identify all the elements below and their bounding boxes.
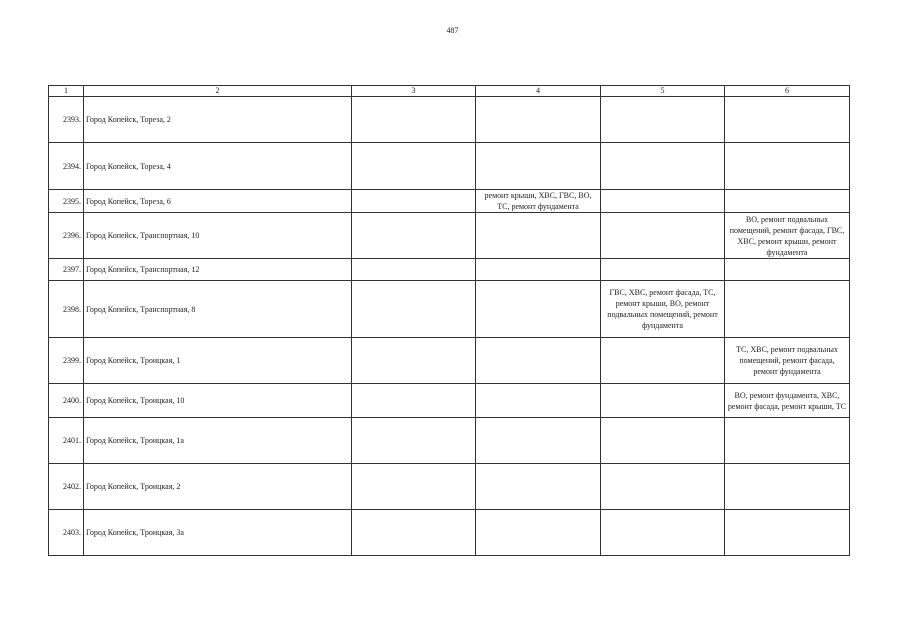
cell-col6 <box>725 510 850 556</box>
address-cell: Город Копейск, Тореза, 2 <box>84 97 352 143</box>
cell-col6 <box>725 259 850 281</box>
cell-col5 <box>601 259 725 281</box>
address-cell: Город Копейск, Троицкая, 3а <box>84 510 352 556</box>
cell-col5 <box>601 418 725 464</box>
cell-col5 <box>601 338 725 384</box>
cell-col6: ВО, ремонт фундамента, ХВС, ремонт фасада, ремонт крыши, ТС <box>725 384 850 418</box>
column-header: 1 <box>49 86 84 97</box>
row-number: 2401. <box>49 418 84 464</box>
column-header: 4 <box>476 86 601 97</box>
table-row <box>49 384 850 418</box>
cell-col6 <box>725 281 850 338</box>
cell-col4 <box>476 281 601 338</box>
cell-col3 <box>352 281 476 338</box>
cell-col3 <box>352 418 476 464</box>
row-number: 2395. <box>49 190 84 213</box>
row-number: 2397. <box>49 259 84 281</box>
cell-col3 <box>352 143 476 190</box>
address-cell: Город Копейск, Троицкая, 10 <box>84 384 352 418</box>
row-number: 2396. <box>49 213 84 259</box>
table-row <box>49 259 850 281</box>
cell-col5: ГВС, ХВС, ремонт фасада, ТС, ремонт крыши, ВО, ремонт подвальных помещений, ремонт фундамента <box>601 281 725 338</box>
cell-col6: ВО, ремонт подвальных помещений, ремонт фасада, ГВС, ХВС, ремонт крыши, ремонт фундамента <box>725 213 850 259</box>
table-header-row <box>49 86 850 97</box>
address-cell: Город Копейск, Троицкая, 1 <box>84 338 352 384</box>
cell-col5 <box>601 213 725 259</box>
table-row <box>49 97 850 143</box>
cell-col4 <box>476 143 601 190</box>
table-row <box>49 510 850 556</box>
cell-col5 <box>601 510 725 556</box>
repair-schedule-table <box>48 85 850 556</box>
cell-col4: ремонт крыши, ХВС, ГВС, ВО, ТС, ремонт фундамента <box>476 190 601 213</box>
cell-col5 <box>601 143 725 190</box>
cell-col4 <box>476 464 601 510</box>
row-number: 2402. <box>49 464 84 510</box>
row-number: 2399. <box>49 338 84 384</box>
table-row <box>49 190 850 213</box>
address-cell: Город Копейск, Троицкая, 2 <box>84 464 352 510</box>
cell-col3 <box>352 213 476 259</box>
cell-col6 <box>725 418 850 464</box>
cell-col3 <box>352 190 476 213</box>
cell-col3 <box>352 510 476 556</box>
cell-col5 <box>601 464 725 510</box>
address-cell: Город Копейск, Троицкая, 1а <box>84 418 352 464</box>
cell-col6: ТС, ХВС, ремонт подвальных помещений, ремонт фасада, ремонт фундамента <box>725 338 850 384</box>
cell-col4 <box>476 338 601 384</box>
column-header: 5 <box>601 86 725 97</box>
cell-col4 <box>476 418 601 464</box>
cell-col4 <box>476 259 601 281</box>
cell-col6 <box>725 190 850 213</box>
cell-col5 <box>601 97 725 143</box>
cell-col6 <box>725 464 850 510</box>
cell-col3 <box>352 97 476 143</box>
cell-col4 <box>476 510 601 556</box>
table-row <box>49 143 850 190</box>
cell-col5 <box>601 190 725 213</box>
column-header: 3 <box>352 86 476 97</box>
cell-col6 <box>725 97 850 143</box>
cell-col3 <box>352 338 476 384</box>
table-row <box>49 464 850 510</box>
cell-col4 <box>476 384 601 418</box>
cell-col3 <box>352 384 476 418</box>
address-cell: Город Копейск, Транспортная, 12 <box>84 259 352 281</box>
table-row <box>49 338 850 384</box>
row-number: 2394. <box>49 143 84 190</box>
cell-col5 <box>601 384 725 418</box>
cell-col4 <box>476 97 601 143</box>
cell-col6 <box>725 143 850 190</box>
table-row <box>49 213 850 259</box>
address-cell: Город Копейск, Транспортная, 8 <box>84 281 352 338</box>
row-number: 2400. <box>49 384 84 418</box>
page-number: 487 <box>446 26 459 35</box>
row-number: 2403. <box>49 510 84 556</box>
cell-col3 <box>352 259 476 281</box>
cell-col4 <box>476 213 601 259</box>
column-header: 6 <box>725 86 850 97</box>
address-cell: Город Копейск, Тореза, 6 <box>84 190 352 213</box>
cell-col3 <box>352 464 476 510</box>
row-number: 2398. <box>49 281 84 338</box>
address-cell: Город Копейск, Тореза, 4 <box>84 143 352 190</box>
row-number: 2393. <box>49 97 84 143</box>
column-header: 2 <box>84 86 352 97</box>
table-row <box>49 281 850 338</box>
table-row <box>49 418 850 464</box>
address-cell: Город Копейск, Транспортная, 10 <box>84 213 352 259</box>
